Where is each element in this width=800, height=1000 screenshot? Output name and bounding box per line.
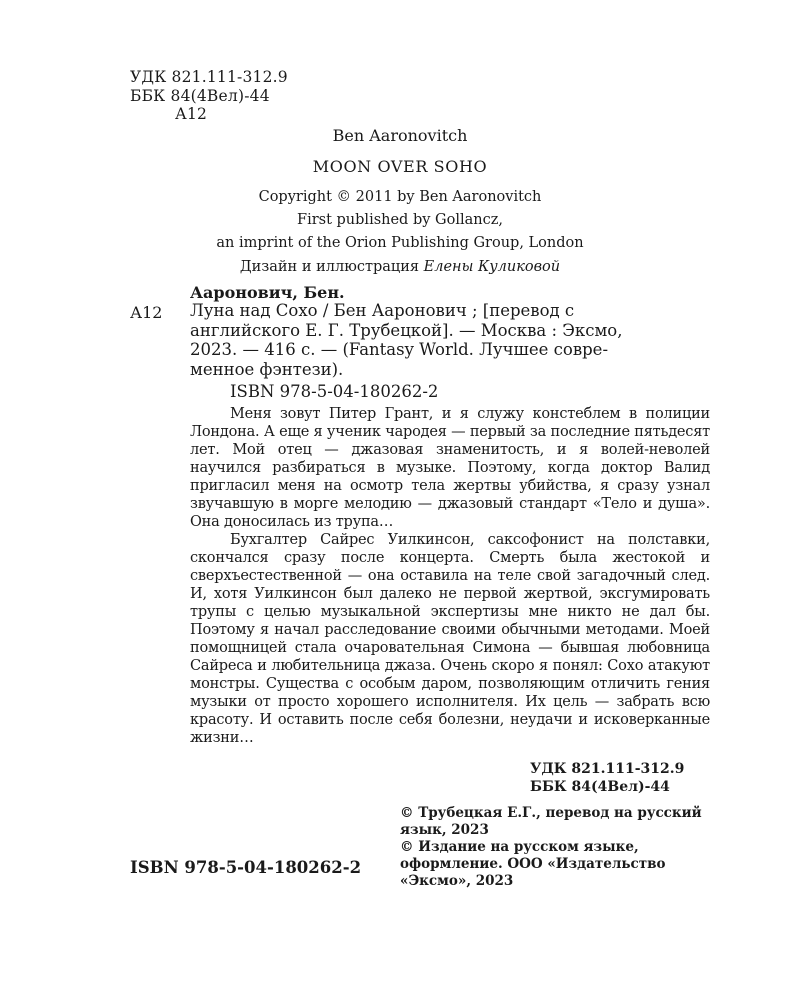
bbk-code-bottom: ББК 84(4Вел)-44 [530, 779, 670, 795]
isbn-bottom: ISBN 978-5-04-180262-2 [130, 858, 362, 877]
bib-description [190, 301, 710, 379]
bib-description-line: Луна над Сохо / Бен Ааронович ; [перевод с [190, 301, 575, 320]
copyright-line-3: an imprint of the Orion Publishing Group, London [216, 235, 584, 251]
original-author: Ben Aaronovitch [332, 126, 468, 145]
author-mark: А12 [130, 303, 163, 322]
rights-edition: © Издание на русском языке, оформление. ООО «Издательство «Эксмо», 2023 [400, 839, 666, 889]
design-credits [0, 259, 800, 275]
bib-description-line: английского Е. Г. Трубецкой]. — Москва : Эксмо, [190, 320, 623, 340]
rights-translation: © Трубецкая Е.Г., перевод на русский язык, 2023 [400, 805, 702, 838]
bib-author: Ааронович, Бен. [190, 283, 345, 302]
udk-code-bottom: УДК 821.111-312.9 [530, 761, 685, 777]
bib-description-line: 2023. — 416 с. — (Fantasy World. Лучшее совре- [190, 340, 609, 359]
udk-code: УДК 821.111-312.9 [130, 68, 288, 86]
isbn-record: ISBN 978-5-04-180262-2 [230, 382, 439, 401]
copyright-line-2: First published by Gollancz, [297, 212, 503, 228]
author-mark-top: А12 [175, 105, 208, 123]
credits-prefix: Дизайн и иллюстрация [239, 259, 420, 275]
rights-block [400, 805, 720, 890]
original-title: MOON OVER SOHO [312, 157, 488, 176]
credits-name: Елены Куликовой [423, 259, 561, 275]
annotation-paragraph: Меня зовут Питер Грант, и я служу констеблем в полиции Лондона. А еще я ученик чародея — первый за последние пятьдесят лет. Мой отец — джазовая знаменитость, и я волей-неволей научился разбираться в музыке. Поэтому, когда доктор Валид пригласил меня на осмотр тела жертвы убийства, я сразу узнал звучавшую в морге мелодию — джазовый стандарт «Тело и душа». Она доносилась из трупа… [190, 406, 710, 530]
annotation [190, 405, 710, 747]
bib-description-line: менное фэнтези). [190, 359, 344, 379]
copyright-line-1: Copyright © 2011 by Ben Aaronovitch [258, 189, 542, 205]
bbk-code: ББК 84(4Вел)-44 [130, 87, 270, 105]
annotation-paragraph: Бухгалтер Сайрес Уилкинсон, саксофонист на полставки, скончался сразу после концерта. Смерть была жестокой и сверхъестественной — она оставила на теле свой загадочный след. И, хотя Уилкинсон был далеко не первой жертвой, эксгумировать трупы с целью музыкальной экспертизы мне никто не дал бы. Поэтому я начал расследование своими обычными методами. Моей помощницей стала очаровательная Симона — бывшая любовница Сайреса и любительница джаза. Очень скоро я понял: Сохо атакуют монстры. Существа с особым даром, позволяющим отличить гения музыки от просто хорошего исполнителя. Их цель — забрать всю красоту. И оставить после себя болезни, неудачи и исковерканные жизни… [190, 532, 710, 746]
